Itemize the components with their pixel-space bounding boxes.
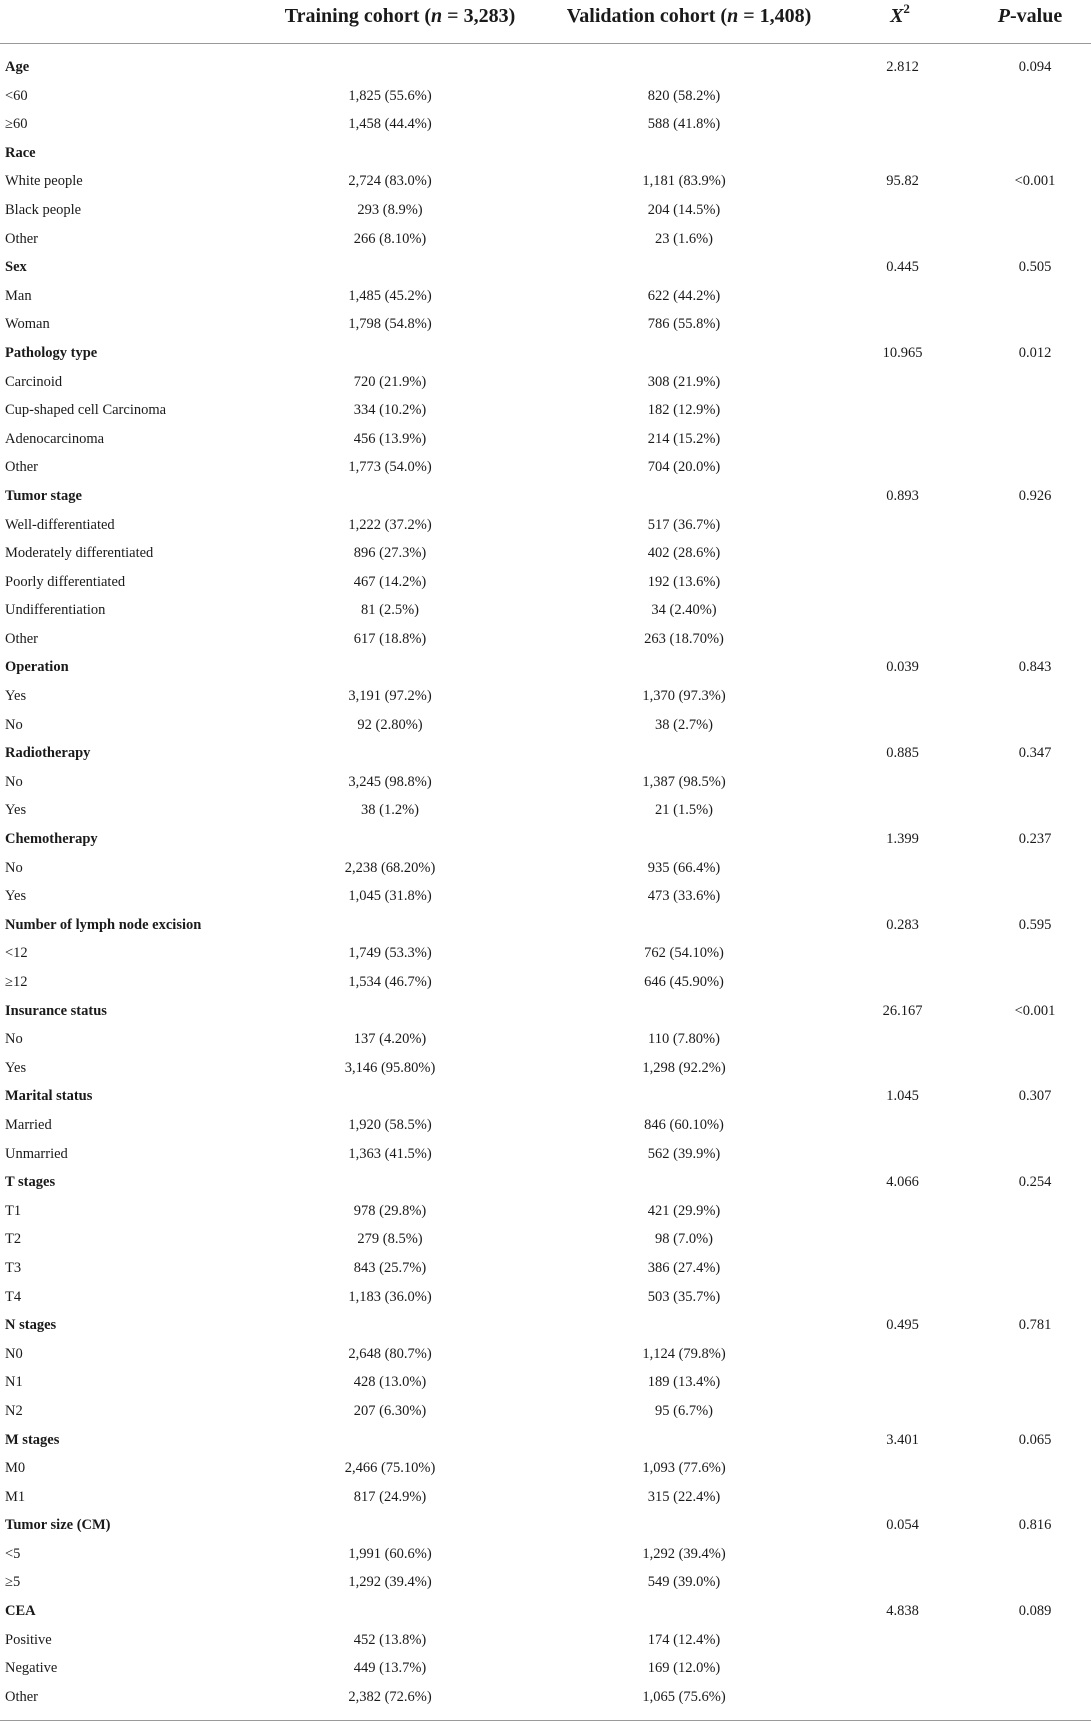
p-value-cell: <0.001 bbox=[1014, 1002, 1056, 1019]
training-cell: 452 (13.8%) bbox=[353, 1631, 427, 1648]
training-cell: 2,648 (80.7%) bbox=[348, 1345, 432, 1362]
validation-cell: 646 (45.90%) bbox=[644, 974, 724, 990]
section-row bbox=[0, 653, 1091, 682]
table-row bbox=[0, 511, 1091, 540]
table-row bbox=[0, 167, 1091, 196]
training-cell: 843 (25.7%) bbox=[353, 1259, 427, 1276]
row-label: Unmarried bbox=[5, 1145, 68, 1162]
row-label: T stages bbox=[5, 1174, 56, 1191]
table-row bbox=[0, 768, 1091, 797]
validation-cell: 588 (41.8%) bbox=[647, 116, 721, 133]
training-cell: 1,363 (41.5%) bbox=[348, 1145, 432, 1162]
row-label: Race bbox=[5, 144, 36, 161]
chi-square-cell: 10.965 bbox=[882, 344, 923, 361]
p-value-cell: 0.816 bbox=[1018, 1517, 1052, 1534]
p-value-cell: 0.843 bbox=[1018, 659, 1052, 676]
training-cell: 467 (14.2%) bbox=[353, 573, 427, 590]
validation-cell: 1,181 (83.9%) bbox=[642, 173, 726, 190]
training-cell: 1,991 (60.6%) bbox=[348, 1545, 432, 1562]
row-label: Moderately differentiated bbox=[5, 545, 154, 562]
p-value-cell: 0.307 bbox=[1018, 1088, 1052, 1105]
training-cell: 1,773 (54.0%) bbox=[348, 459, 432, 476]
row-label: Yes bbox=[5, 1059, 27, 1076]
chi-square-cell: 0.054 bbox=[886, 1517, 919, 1534]
header-chi-symbol: X bbox=[890, 5, 904, 27]
row-label: M1 bbox=[5, 1488, 26, 1505]
header-validation-cohort bbox=[559, 2, 819, 30]
validation-cell: 110 (7.80%) bbox=[648, 1031, 720, 1048]
training-cell: 449 (13.7%) bbox=[353, 1660, 427, 1677]
validation-cell: 421 (29.9%) bbox=[647, 1202, 721, 1219]
chi-square-cell: 1.045 bbox=[886, 1088, 919, 1105]
row-label: Negative bbox=[5, 1660, 58, 1677]
table-row bbox=[0, 939, 1091, 968]
header-training-cohort bbox=[274, 2, 526, 30]
row-label: Black people bbox=[5, 201, 82, 218]
training-cell: 334 (10.2%) bbox=[353, 402, 427, 419]
section-row bbox=[0, 53, 1091, 82]
table-row bbox=[0, 1454, 1091, 1483]
validation-cell: 182 (12.9%) bbox=[647, 402, 721, 419]
row-label: No bbox=[5, 716, 23, 733]
table-row bbox=[0, 310, 1091, 339]
table-row bbox=[0, 1626, 1091, 1655]
header-divider bbox=[0, 43, 1091, 44]
validation-cell: 23 (1.6%) bbox=[655, 230, 713, 247]
row-label: <5 bbox=[5, 1545, 21, 1562]
header-p-value bbox=[985, 2, 1075, 30]
p-value-cell: 0.237 bbox=[1018, 831, 1052, 848]
table-row bbox=[0, 1140, 1091, 1169]
validation-cell: 38 (2.7%) bbox=[655, 716, 713, 733]
table-row bbox=[0, 196, 1091, 225]
table-row bbox=[0, 82, 1091, 111]
row-label: Tumor size (CM) bbox=[5, 1517, 111, 1534]
row-label: Age bbox=[5, 59, 30, 75]
training-cell: 1,825 (55.6%) bbox=[348, 87, 432, 104]
training-cell: 207 (6.30%) bbox=[353, 1402, 427, 1419]
chi-square-cell: 0.495 bbox=[886, 1317, 919, 1334]
table-row bbox=[0, 539, 1091, 568]
table-row bbox=[0, 625, 1091, 654]
table-row bbox=[0, 596, 1091, 625]
validation-cell: 1,298 (92.2%) bbox=[642, 1059, 726, 1076]
p-value-cell: 0.012 bbox=[1018, 344, 1052, 361]
training-cell: 3,245 (98.8%) bbox=[348, 773, 432, 790]
row-label: ≥5 bbox=[5, 1574, 21, 1591]
table-row bbox=[0, 968, 1091, 997]
chi-square-cell: 95.82 bbox=[886, 173, 919, 190]
row-label: ≥60 bbox=[5, 116, 28, 133]
validation-cell: 820 (58.2%) bbox=[647, 87, 721, 104]
header-chi-exponent: 2 bbox=[903, 1, 910, 16]
table-row bbox=[0, 1397, 1091, 1426]
validation-cell: 34 (2.40%) bbox=[651, 602, 717, 619]
row-label: No bbox=[5, 1031, 23, 1048]
row-label: Yes bbox=[5, 802, 27, 819]
row-label: No bbox=[5, 773, 23, 790]
validation-cell: 473 (33.6%) bbox=[647, 888, 721, 905]
row-label: Insurance status bbox=[5, 1002, 107, 1019]
validation-cell: 1,093 (77.6%) bbox=[642, 1460, 726, 1477]
table-row bbox=[0, 854, 1091, 883]
validation-cell: 762 (54.10%) bbox=[644, 945, 724, 962]
table-row bbox=[0, 1654, 1091, 1683]
table-row bbox=[0, 1283, 1091, 1312]
row-label: <12 bbox=[5, 945, 28, 962]
p-value-cell: <0.001 bbox=[1014, 173, 1056, 190]
row-label: T2 bbox=[5, 1231, 22, 1248]
validation-cell: 169 (12.0%) bbox=[647, 1660, 721, 1677]
table-row bbox=[0, 1368, 1091, 1397]
training-cell: 293 (8.9%) bbox=[357, 201, 423, 218]
training-cell: 2,382 (72.6%) bbox=[348, 1688, 432, 1705]
training-cell: 137 (4.20%) bbox=[353, 1031, 427, 1048]
p-value-cell: 0.254 bbox=[1018, 1174, 1052, 1191]
row-label: No bbox=[5, 859, 23, 876]
validation-cell: 704 (20.0%) bbox=[647, 459, 721, 476]
chi-square-cell: 0.445 bbox=[886, 259, 919, 276]
p-value-cell: 0.347 bbox=[1018, 745, 1052, 762]
row-label: <60 bbox=[5, 87, 28, 104]
training-cell: 2,724 (83.0%) bbox=[348, 173, 432, 190]
p-value-cell: 0.065 bbox=[1018, 1431, 1052, 1448]
training-cell: 1,798 (54.8%) bbox=[348, 316, 432, 333]
row-label: M0 bbox=[5, 1460, 26, 1477]
p-value-cell: 0.089 bbox=[1018, 1603, 1052, 1620]
validation-cell: 98 (7.0%) bbox=[655, 1231, 713, 1248]
training-cell: 1,534 (46.7%) bbox=[348, 974, 432, 990]
table-row bbox=[0, 1568, 1091, 1597]
row-label: N stages bbox=[5, 1317, 57, 1334]
chi-square-cell: 0.039 bbox=[886, 659, 919, 676]
row-label: Poorly differentiated bbox=[5, 573, 126, 590]
section-row bbox=[0, 1168, 1091, 1197]
validation-cell: 935 (66.4%) bbox=[647, 859, 721, 876]
chi-square-cell: 4.066 bbox=[886, 1174, 919, 1191]
table-row bbox=[0, 1683, 1091, 1712]
training-cell: 428 (13.0%) bbox=[353, 1374, 427, 1391]
table-bottom-rule bbox=[0, 1720, 1091, 1721]
header-validation-prefix: Validation cohort ( bbox=[566, 5, 728, 27]
p-value-cell: 0.094 bbox=[1018, 59, 1052, 75]
row-label: Yes bbox=[5, 688, 27, 705]
table-row bbox=[0, 425, 1091, 454]
header-p-suffix: -value bbox=[1010, 5, 1063, 27]
training-cell: 2,238 (68.20%) bbox=[344, 859, 436, 876]
row-label: Tumor stage bbox=[5, 487, 82, 504]
section-row bbox=[0, 739, 1091, 768]
training-cell: 1,045 (31.8%) bbox=[348, 888, 432, 905]
row-label: Undifferentiation bbox=[5, 602, 106, 619]
table-row bbox=[0, 225, 1091, 254]
training-cell: 978 (29.8%) bbox=[353, 1202, 427, 1219]
row-label: Other bbox=[5, 630, 39, 647]
validation-cell: 786 (55.8%) bbox=[647, 316, 721, 333]
header-validation-n-value: = 1,408) bbox=[738, 5, 812, 27]
training-cell: 2,466 (75.10%) bbox=[344, 1460, 436, 1477]
chi-square-cell: 0.885 bbox=[886, 745, 919, 762]
validation-cell: 549 (39.0%) bbox=[647, 1574, 721, 1591]
row-label: M stages bbox=[5, 1431, 60, 1448]
row-label: Woman bbox=[5, 316, 50, 333]
row-label: Adenocarcinoma bbox=[5, 430, 105, 447]
validation-cell: 1,292 (39.4%) bbox=[642, 1545, 726, 1562]
training-cell: 279 (8.5%) bbox=[357, 1231, 423, 1248]
training-cell: 92 (2.80%) bbox=[357, 716, 423, 733]
table-row bbox=[0, 796, 1091, 825]
training-cell: 1,292 (39.4%) bbox=[348, 1574, 432, 1591]
validation-cell: 315 (22.4%) bbox=[647, 1488, 721, 1505]
row-label: Pathology type bbox=[5, 344, 98, 361]
table-row bbox=[0, 1225, 1091, 1254]
section-row bbox=[0, 482, 1091, 511]
p-value-cell: 0.595 bbox=[1018, 916, 1052, 933]
row-label: T1 bbox=[5, 1202, 22, 1219]
validation-cell: 308 (21.9%) bbox=[647, 373, 721, 390]
row-label: Man bbox=[5, 287, 32, 304]
validation-cell: 503 (35.7%) bbox=[647, 1288, 721, 1305]
section-row bbox=[0, 1426, 1091, 1455]
row-label: N2 bbox=[5, 1402, 23, 1419]
validation-cell: 192 (13.6%) bbox=[647, 573, 721, 590]
section-row bbox=[0, 1511, 1091, 1540]
training-cell: 81 (2.5%) bbox=[361, 602, 419, 619]
training-cell: 38 (1.2%) bbox=[361, 802, 419, 819]
section-row bbox=[0, 339, 1091, 368]
row-label: Operation bbox=[5, 659, 69, 676]
table-row bbox=[0, 1254, 1091, 1283]
chi-square-cell: 26.167 bbox=[882, 1002, 923, 1019]
row-label: T4 bbox=[5, 1288, 22, 1305]
row-label: T3 bbox=[5, 1259, 22, 1276]
section-row bbox=[0, 997, 1091, 1026]
table-row bbox=[0, 682, 1091, 711]
section-row bbox=[0, 911, 1091, 940]
table-row bbox=[0, 1111, 1091, 1140]
training-cell: 1,749 (53.3%) bbox=[348, 945, 432, 962]
row-label: Sex bbox=[5, 259, 27, 276]
validation-cell: 386 (27.4%) bbox=[647, 1259, 721, 1276]
validation-cell: 95 (6.7%) bbox=[655, 1402, 713, 1419]
training-cell: 617 (18.8%) bbox=[353, 630, 427, 647]
table-row bbox=[0, 396, 1091, 425]
table-row bbox=[0, 568, 1091, 597]
table-body bbox=[0, 53, 1091, 1711]
training-cell: 1,485 (45.2%) bbox=[348, 287, 432, 304]
chi-square-cell: 0.283 bbox=[886, 916, 919, 933]
section-row bbox=[0, 253, 1091, 282]
table-row bbox=[0, 1025, 1091, 1054]
chi-square-cell: 0.893 bbox=[886, 487, 919, 504]
row-label: White people bbox=[5, 173, 83, 190]
row-label: Well-differentiated bbox=[5, 516, 115, 533]
header-training-prefix: Training cohort ( bbox=[284, 5, 432, 27]
row-label: Marital status bbox=[5, 1088, 93, 1105]
table-row bbox=[0, 1197, 1091, 1226]
row-label: N1 bbox=[5, 1374, 23, 1391]
validation-cell: 1,124 (79.8%) bbox=[642, 1345, 726, 1362]
p-value-cell: 0.505 bbox=[1018, 259, 1052, 276]
section-row bbox=[0, 1597, 1091, 1626]
table-row bbox=[0, 1340, 1091, 1369]
training-cell: 1,183 (36.0%) bbox=[348, 1288, 432, 1305]
section-row bbox=[0, 139, 1091, 168]
table-row bbox=[0, 453, 1091, 482]
training-cell: 1,222 (37.2%) bbox=[348, 516, 432, 533]
header-chi-square bbox=[870, 2, 930, 30]
table-row bbox=[0, 368, 1091, 397]
row-label: Number of lymph node excision bbox=[5, 916, 202, 933]
validation-cell: 174 (12.4%) bbox=[647, 1631, 721, 1648]
header-training-n-var: n bbox=[431, 5, 443, 27]
table-row bbox=[0, 282, 1091, 311]
training-cell: 1,458 (44.4%) bbox=[348, 116, 432, 133]
validation-cell: 189 (13.4%) bbox=[647, 1374, 721, 1391]
training-cell: 817 (24.9%) bbox=[353, 1488, 427, 1505]
section-row bbox=[0, 825, 1091, 854]
validation-cell: 846 (60.10%) bbox=[644, 1116, 724, 1133]
table-row bbox=[0, 711, 1091, 740]
chi-square-cell: 3.401 bbox=[886, 1431, 919, 1448]
validation-cell: 1,370 (97.3%) bbox=[642, 688, 726, 705]
table-row bbox=[0, 1483, 1091, 1512]
header-p-var: P bbox=[997, 5, 1010, 27]
p-value-cell: 0.781 bbox=[1018, 1317, 1052, 1334]
row-label: Cup-shaped cell Carcinoma bbox=[5, 402, 167, 419]
chi-square-cell: 1.399 bbox=[886, 831, 919, 848]
validation-cell: 402 (28.6%) bbox=[647, 545, 721, 562]
table-row bbox=[0, 1054, 1091, 1083]
row-label: Other bbox=[5, 459, 39, 476]
training-cell: 896 (27.3%) bbox=[353, 545, 427, 562]
training-cell: 720 (21.9%) bbox=[353, 373, 427, 390]
row-label: Yes bbox=[5, 888, 27, 905]
training-cell: 3,146 (95.80%) bbox=[344, 1059, 436, 1076]
section-row bbox=[0, 1311, 1091, 1340]
table-row bbox=[0, 110, 1091, 139]
validation-cell: 214 (15.2%) bbox=[647, 430, 721, 447]
training-cell: 266 (8.10%) bbox=[353, 230, 427, 247]
row-label: ≥12 bbox=[5, 974, 28, 990]
validation-cell: 562 (39.9%) bbox=[647, 1145, 721, 1162]
training-cell: 3,191 (97.2%) bbox=[348, 688, 432, 705]
validation-cell: 1,387 (98.5%) bbox=[642, 773, 726, 790]
validation-cell: 622 (44.2%) bbox=[647, 287, 721, 304]
row-label: Married bbox=[5, 1116, 52, 1133]
row-label: N0 bbox=[5, 1345, 23, 1362]
row-label: Other bbox=[5, 230, 39, 247]
header-training-n-value: = 3,283) bbox=[442, 5, 516, 27]
chi-square-cell: 4.838 bbox=[886, 1603, 919, 1620]
validation-cell: 21 (1.5%) bbox=[655, 802, 713, 819]
section-row bbox=[0, 1082, 1091, 1111]
validation-cell: 204 (14.5%) bbox=[647, 201, 721, 218]
training-cell: 456 (13.9%) bbox=[353, 430, 427, 447]
row-label: Radiotherapy bbox=[5, 745, 91, 762]
validation-cell: 517 (36.7%) bbox=[647, 516, 721, 533]
row-label: CEA bbox=[5, 1603, 36, 1620]
validation-cell: 263 (18.70%) bbox=[644, 630, 724, 647]
header-validation-n-var: n bbox=[727, 5, 739, 27]
chi-square-cell: 2.812 bbox=[886, 59, 919, 75]
table-row bbox=[0, 1540, 1091, 1569]
p-value-cell: 0.926 bbox=[1018, 487, 1052, 504]
row-label: Other bbox=[5, 1688, 39, 1705]
row-label: Positive bbox=[5, 1631, 52, 1648]
row-label: Carcinoid bbox=[5, 373, 63, 390]
table-row bbox=[0, 882, 1091, 911]
row-label: Chemotherapy bbox=[5, 831, 98, 848]
validation-cell: 1,065 (75.6%) bbox=[642, 1688, 726, 1705]
training-cell: 1,920 (58.5%) bbox=[348, 1116, 432, 1133]
